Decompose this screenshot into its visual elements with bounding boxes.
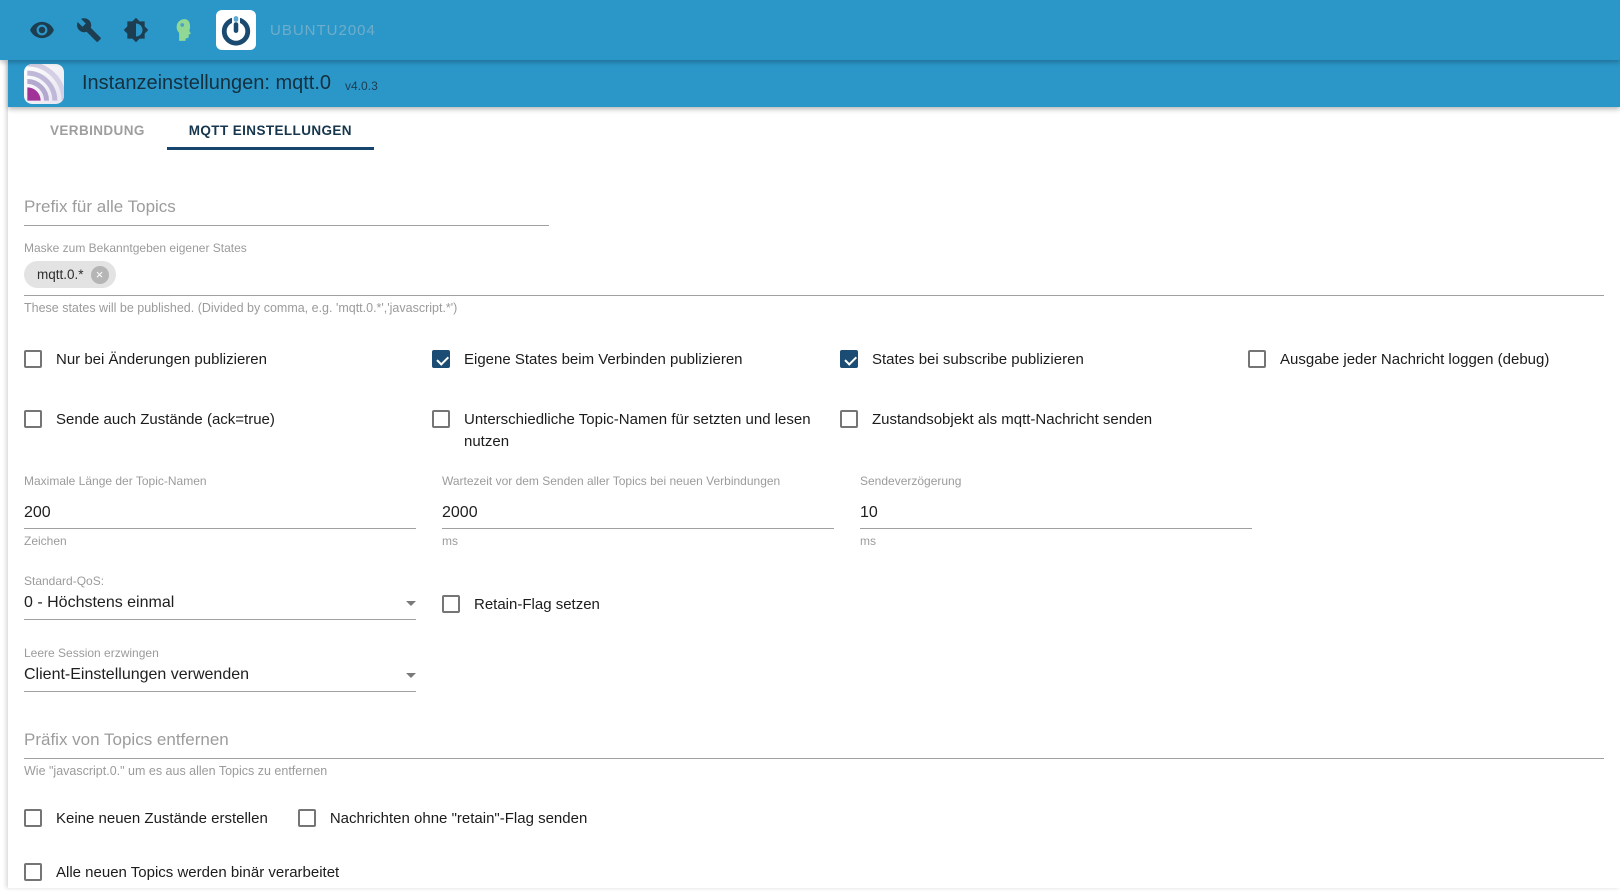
chip-delete-icon[interactable]: ×	[91, 266, 109, 284]
checkbox-box[interactable]	[24, 410, 42, 428]
clean-session-select[interactable]: Leere Session erzwingen Client-Einstellungen verwenden	[24, 646, 416, 692]
checkbox-row-1	[24, 349, 1604, 371]
iobroker-logo[interactable]	[216, 10, 256, 50]
checkbox-box[interactable]	[298, 809, 316, 827]
checkbox-state-object-as-message[interactable]: Zustandsobjekt als mqtt-Nachricht senden	[840, 409, 1248, 453]
checkbox-box[interactable]	[442, 595, 460, 613]
checkbox-debug-log[interactable]: Ausgabe jeder Nachricht loggen (debug)	[1248, 349, 1598, 371]
wrench-icon[interactable]	[75, 17, 102, 44]
checkbox-box[interactable]	[840, 350, 858, 368]
checkbox-send-ack[interactable]: Sende auch Zustände (ack=true)	[24, 409, 432, 453]
publish-mask-label: Maske zum Bekanntgeben eigener States	[24, 241, 247, 255]
mask-chip-text: mqtt.0.*	[37, 267, 84, 282]
send-delay-input[interactable]: 10	[860, 504, 1252, 529]
dialog-header	[8, 60, 1620, 107]
checkbox-box[interactable]	[24, 863, 42, 881]
prefix-input[interactable]: Prefix für alle Topics	[24, 197, 549, 226]
checkbox-row-3	[24, 808, 1604, 830]
send-delay-field: Sendeverzögerung 10 ms	[860, 474, 1252, 548]
remove-prefix-input[interactable]: Präfix von Topics entfernen	[24, 730, 1604, 759]
publish-mask-field	[24, 241, 1604, 315]
checkbox-no-retain-flag[interactable]: Nachrichten ohne "retain"-Flag senden	[298, 808, 617, 830]
chevron-down-icon	[406, 673, 416, 678]
settings-tabs	[8, 107, 1620, 153]
checkbox-box[interactable]	[24, 350, 42, 368]
checkbox-publish-on-change[interactable]: Nur bei Änderungen publizieren	[24, 349, 432, 371]
tab-verbindung[interactable]: VERBINDUNG	[50, 122, 145, 138]
checkbox-box[interactable]	[432, 410, 450, 428]
checkbox-row-2	[24, 409, 1604, 453]
visibility-icon[interactable]	[28, 17, 55, 44]
qos-select[interactable]: Standard-QoS: 0 - Höchstens einmal	[24, 574, 416, 620]
instance-settings-dialog	[8, 60, 1620, 888]
max-topic-length-field: Maximale Länge der Topic-Namen 200 Zeichen	[24, 474, 416, 548]
theme-brightness-icon[interactable]	[122, 17, 149, 44]
send-interval-input[interactable]: 2000	[442, 504, 834, 529]
chevron-down-icon	[406, 601, 416, 606]
adapter-version: v4.0.3	[345, 79, 378, 93]
publish-mask-helper: These states will be published. (Divided by comma, e.g. 'mqtt.0.*','javascript.*')	[24, 301, 458, 315]
checkbox-box[interactable]	[432, 350, 450, 368]
max-topic-length-input[interactable]: 200	[24, 504, 416, 529]
checkbox-box[interactable]	[840, 410, 858, 428]
publish-mask-input[interactable]	[24, 261, 1604, 296]
send-interval-field: Wartezeit vor dem Senden aller Topics bei neuen Verbindungen 2000 ms	[442, 474, 834, 548]
checkbox-different-topic-names[interactable]: Unterschiedliche Topic-Namen für setzten und lesen nutzen	[432, 409, 840, 453]
expert-mode-icon[interactable]	[169, 17, 196, 44]
mask-chip[interactable]	[24, 261, 116, 288]
session-row	[24, 646, 1604, 692]
checkbox-box[interactable]	[1248, 350, 1266, 368]
checkbox-publish-on-subscribe[interactable]: States bei subscribe publizieren	[840, 349, 1248, 371]
top-app-bar	[0, 0, 1620, 60]
qos-row	[24, 574, 1604, 620]
tab-mqtt-einstellungen[interactable]: MQTT EINSTELLUNGEN	[167, 107, 374, 153]
remove-prefix-helper: Wie "javascript.0." um es aus allen Topics zu entfernen	[24, 764, 328, 779]
checkbox-binary-topics[interactable]: Alle neuen Topics werden binär verarbeitet	[24, 862, 365, 884]
settings-form	[8, 197, 1620, 884]
checkbox-retain-flag[interactable]: Retain-Flag setzen	[442, 594, 860, 616]
checkbox-row-4	[24, 862, 1604, 884]
checkbox-box[interactable]	[24, 809, 42, 827]
remove-prefix-field	[24, 730, 1604, 778]
checkbox-no-new-states[interactable]: Keine neuen Zustände erstellen	[24, 808, 298, 830]
mqtt-adapter-icon	[24, 64, 64, 104]
checkbox-publish-own-on-connect[interactable]: Eigene States beim Verbinden publizieren	[432, 349, 840, 371]
number-fields-row	[24, 474, 1604, 548]
hostname-label: UBUNTU2004	[270, 21, 376, 39]
dialog-title: Instanzeinstellungen: mqtt.0	[82, 72, 332, 94]
